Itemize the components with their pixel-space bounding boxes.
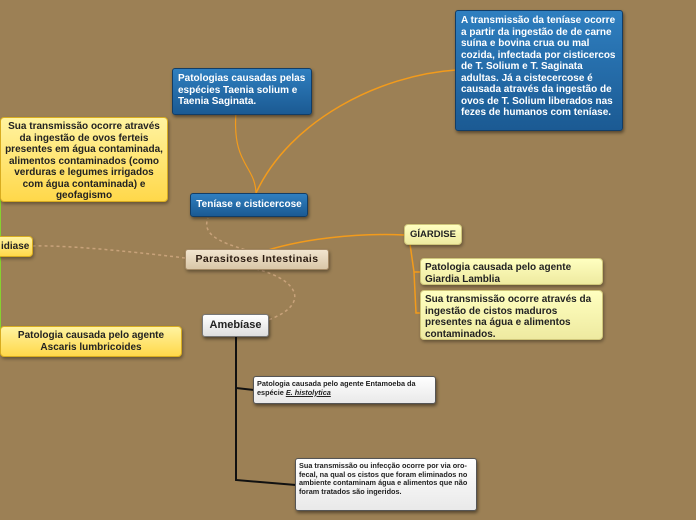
connector-center-teniase: [207, 218, 256, 253]
teniase-transmission-text: A transmissão da teníase ocorre a partir da ingestão de de carne suína e bovina crua ou mal cozida, infectada por cisticercos de T. Solium e T. Saginata adultas. Já a cistecercose é causada através da ingestão de ovos de T. Solium liberados nas fezes de humanos com teníase.: [461, 15, 616, 118]
amebiase-pathology-text: Patologia causada pelo agente Entamoeba da espécie: [257, 379, 416, 397]
topic-ascaridiase[interactable]: [0, 236, 33, 257]
central-topic-parasitoses[interactable]: [185, 249, 329, 270]
connector-center-left: [33, 246, 185, 258]
connector-teniase-pathology: [236, 112, 256, 193]
central-topic-label: Parasitoses Intestinais: [195, 253, 319, 265]
topic-giardiase[interactable]: [404, 224, 462, 245]
amebiase-transmission-text: Sua transmissão ou infecção ocorre por via oro-fecal, na qual os cistos que foram eliminados no ambiente contaminam água e alimentos que não foram tratados são ingeridos.: [299, 461, 468, 496]
giardiase-transmission-note[interactable]: [420, 290, 603, 340]
topic-giardiase-label: GÍARDISE: [410, 229, 456, 240]
connector-giardiase-children: [410, 244, 420, 313]
giardiase-pathology-text: Patologia causada pelo agente Giardia Lamblia: [425, 262, 572, 285]
connector-center-amebiase: [256, 269, 295, 320]
topic-amebiase[interactable]: [202, 314, 269, 337]
giardiase-transmission-text: Sua transmissão ocorre através da ingestão de cistos maduros presentes na água e alimentos contaminados.: [425, 294, 592, 340]
ascaridiase-transmission-note[interactable]: [0, 117, 168, 202]
topic-teniase-label: Teníase e cisticercose: [196, 199, 302, 210]
ascaridiase-pathology-text: Patologia causada pelo agente Ascaris lumbricoides: [17, 330, 165, 353]
amebiase-pathology-note[interactable]: [253, 376, 436, 404]
topic-ascaridiase-label: idiase: [1, 241, 30, 252]
giardiase-pathology-note[interactable]: [420, 258, 603, 285]
amebiase-species-text: E. histolytica: [285, 387, 331, 397]
topic-amebiase-label: Amebíase: [209, 319, 262, 331]
amebiase-transmission-note[interactable]: [295, 458, 477, 511]
ascaridiase-pathology-note[interactable]: [0, 326, 182, 357]
ascaridiase-transmission-text: Sua transmissão ocorre através da ingestão de ovos ferteis presentes em água contaminada, alimentos contaminados (como verduras e legumes irrigados com água contaminada) e geofagismo: [5, 121, 163, 201]
teniase-transmission-note[interactable]: [455, 10, 623, 131]
connector-amebiase-children: [236, 336, 296, 485]
teniase-pathology-note[interactable]: [172, 68, 312, 115]
teniase-pathology-text: Patologias causadas pelas espécies Taenia solium e Taenia Saginata.: [178, 73, 306, 107]
topic-teniase[interactable]: [190, 193, 308, 217]
